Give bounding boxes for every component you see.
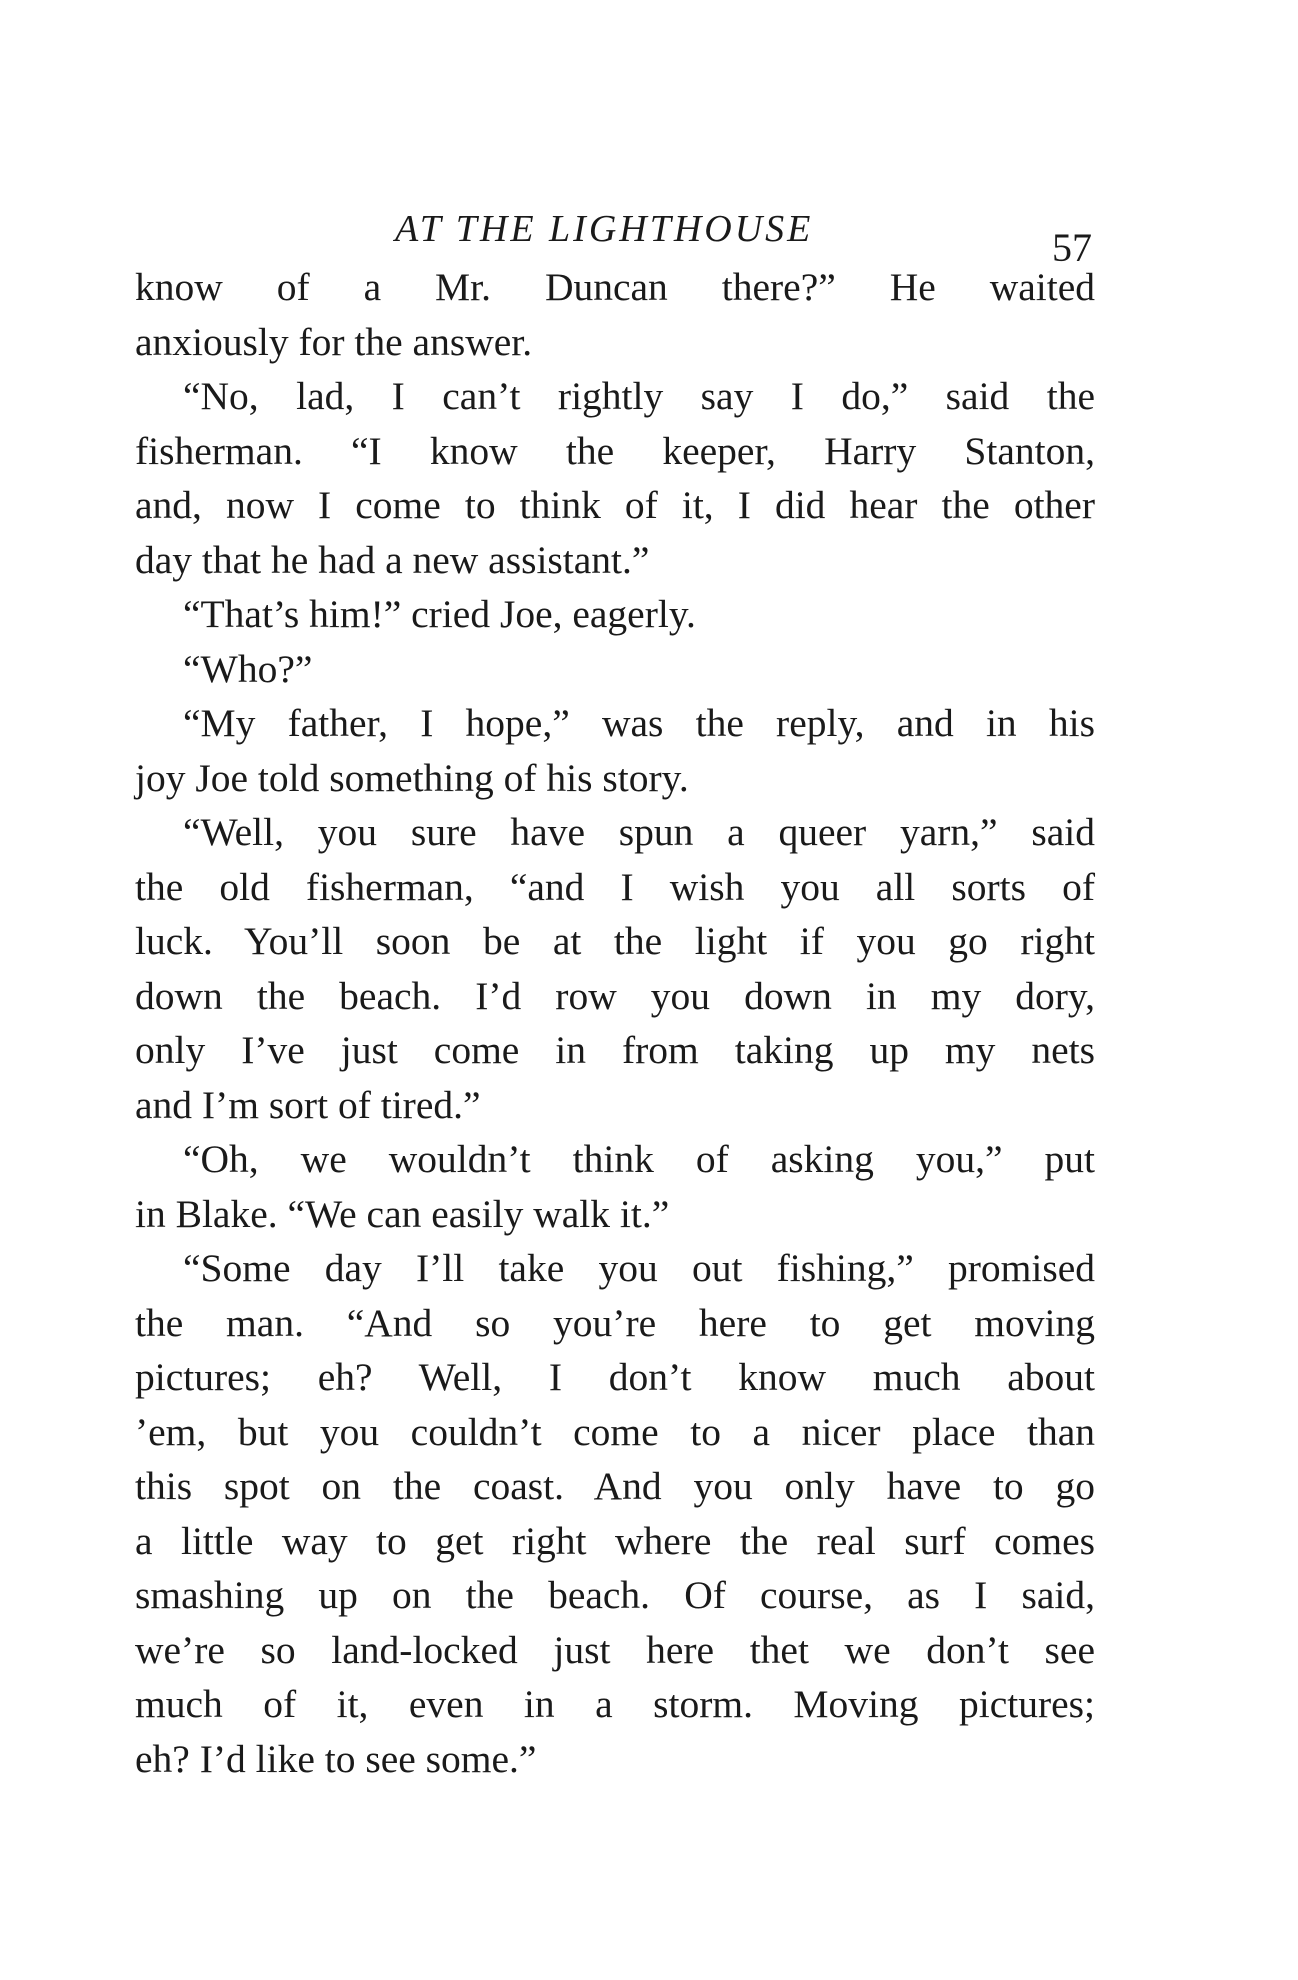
text-line: this spot on the coast. And you only have to go [135,1464,1095,1508]
text-line: luck. You’ll soon be at the light if you go right [135,919,1095,963]
text-line: joy Joe told something of his story. [135,755,689,800]
text-line: the old fisherman, “and I wish you all sorts of [135,864,1095,909]
text-line: “Who?” [183,646,313,691]
text-line: “My father, I hope,” was the reply, and in his [183,701,1095,745]
text-line: “That’s him!” cried Joe, eagerly. [183,592,696,636]
text-line: and, now I come to think of it, I did hear the other [135,483,1095,527]
text-line: anxiously for the answer. [135,319,533,364]
text-line: eh? I’d like to see some.” [135,1736,537,1781]
text-line: a little way to get right where the real surf comes [135,1518,1095,1563]
text-line: and I’m sort of tired.” [135,1082,481,1127]
text-line: know of a Mr. Duncan there?” He waited [135,265,1095,309]
text-line: in Blake. “We can easily walk it.” [135,1191,670,1236]
text-line: only I’ve just come in from taking up my nets [135,1028,1095,1072]
text-line: down the beach. I’d row you down in my dory, [135,973,1095,1018]
text-line: “Oh, we wouldn’t think of asking you,” put [183,1137,1095,1181]
text-line: much of it, even in a storm. Moving pictures; [135,1682,1095,1726]
text-line: fisherman. “I know the keeper, Harry Stanton, [135,428,1095,473]
text-line: day that he had a new assistant.” [135,537,650,582]
body-text [135,260,1095,1786]
running-title: AT THE LIGHTHOUSE [395,208,814,250]
text-line: “Well, you sure have spun a queer yarn,” said [183,810,1095,854]
text-line: “Some day I’ll take you out fishing,” promised [183,1246,1095,1290]
page-number: 57 [1052,225,1092,270]
text-line: smashing up on the beach. Of course, as I said, [135,1573,1095,1617]
text-line: we’re so land-locked just here thet we don’t see [135,1627,1095,1672]
text-line: the man. “And so you’re here to get moving [135,1300,1095,1345]
text-line: pictures; eh? Well, I don’t know much about [135,1355,1095,1399]
text-line: ’em, but you couldn’t come to a nicer place than [135,1409,1095,1454]
text-line: “No, lad, I can’t rightly say I do,” said the [183,374,1095,418]
